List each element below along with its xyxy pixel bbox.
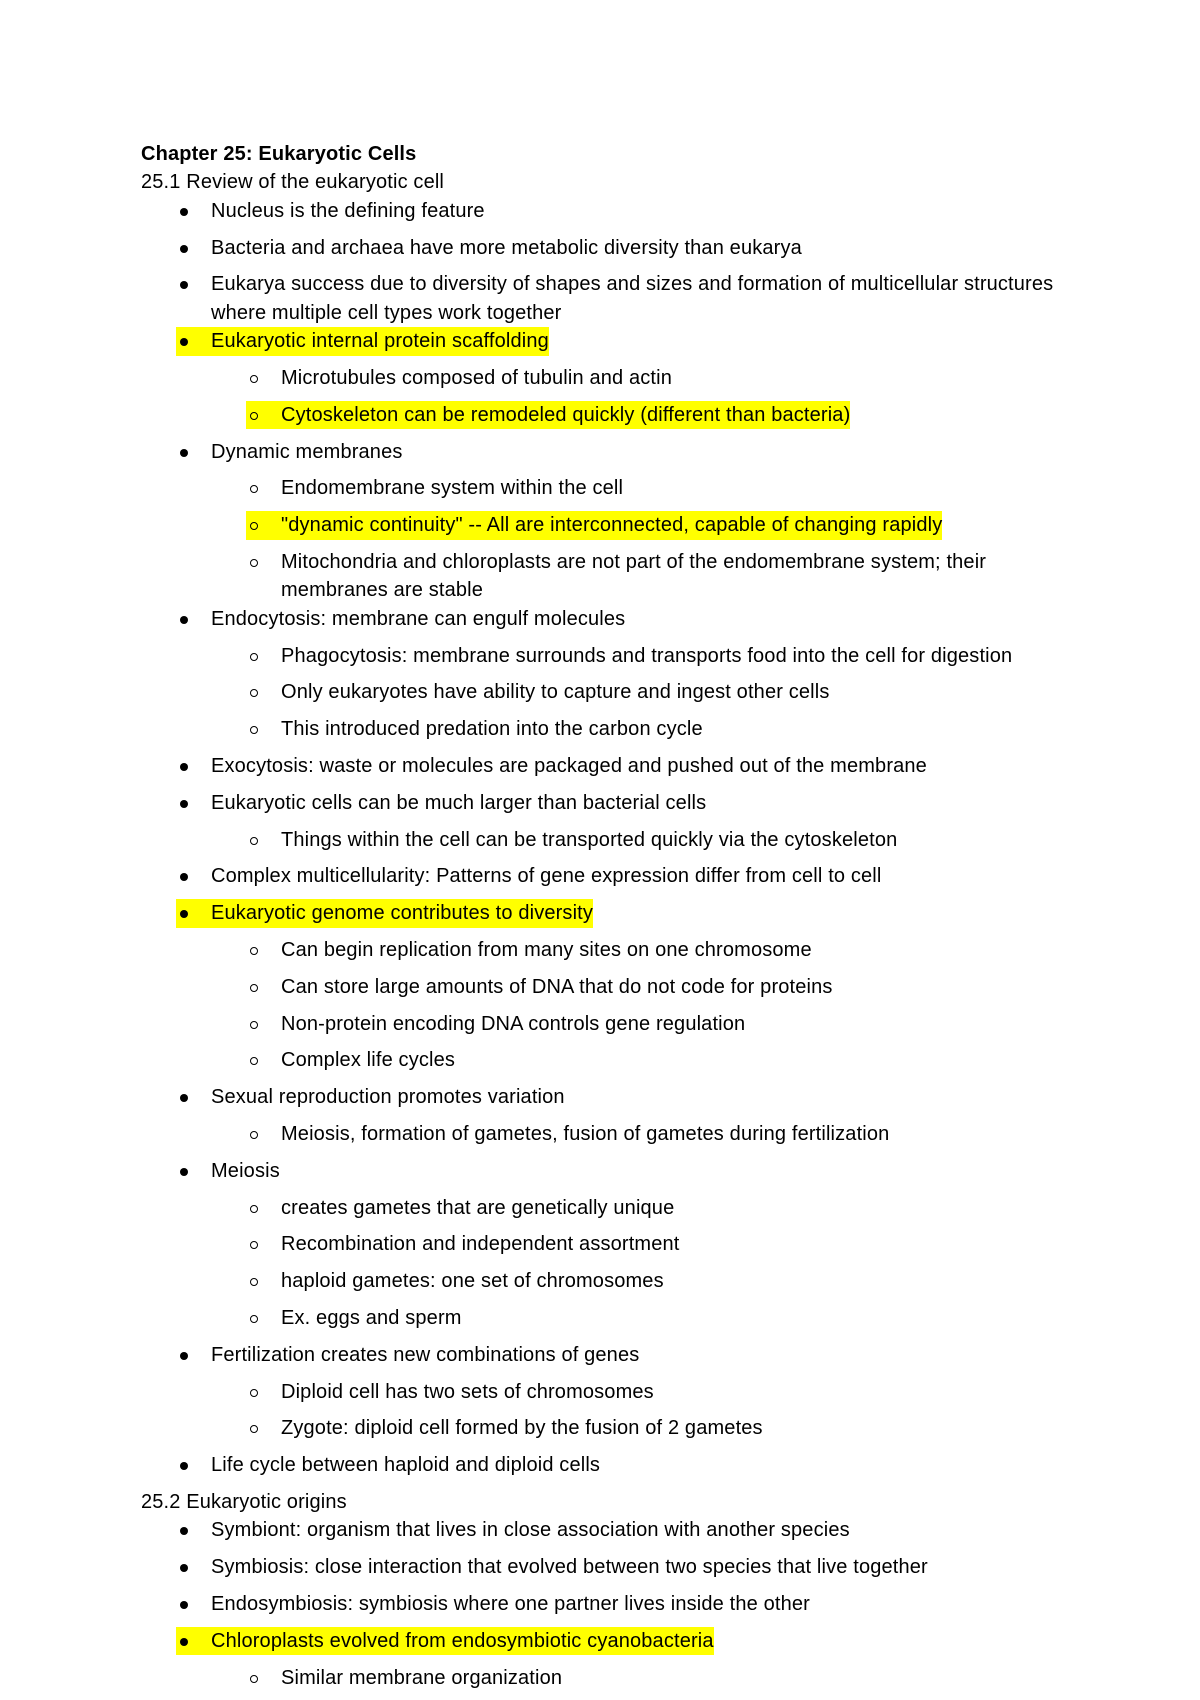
item-content <box>246 474 623 502</box>
sub-bullet-item <box>141 1046 1071 1083</box>
item-text: Phagocytosis: membrane surrounds and transports food into the cell for digestion <box>281 644 1013 667</box>
filled-bullet-icon <box>176 1157 211 1185</box>
hollow-bullet-icon <box>246 1120 281 1148</box>
sub-bullet-item <box>141 642 1071 679</box>
sub-bullet-item <box>141 511 1071 548</box>
sub-bullet-item <box>141 474 1071 511</box>
filled-bullet-icon <box>176 270 211 298</box>
hollow-bullet-icon <box>246 401 281 429</box>
item-text: Can begin replication from many sites on one chromosome <box>281 938 812 961</box>
bullet-item <box>141 1157 1071 1194</box>
section-heading: 25.1 Review of the eukaryotic cell <box>141 171 445 194</box>
hollow-bullet-icon <box>246 548 281 576</box>
item-text: Life cycle between haploid and diploid cells <box>211 1454 601 1477</box>
item-text: Endomembrane system within the cell <box>281 477 624 500</box>
item-content <box>246 1414 763 1442</box>
item-text: Ex. eggs and sperm <box>281 1306 462 1329</box>
bullet-item <box>141 197 1071 234</box>
item-content <box>176 438 403 466</box>
item-text: "dynamic continuity" -- All are interconnected, capable of changing rapidly <box>281 514 943 537</box>
item-text: Sexual reproduction promotes variation <box>211 1086 565 1109</box>
sub-bullet-item <box>141 1304 1071 1341</box>
item-text: Complex life cycles <box>281 1049 456 1072</box>
sub-bullet-item <box>141 401 1071 438</box>
sub-bullet-item <box>141 548 1071 605</box>
filled-bullet-icon <box>176 1341 211 1369</box>
hollow-bullet-icon <box>246 715 281 743</box>
item-content <box>176 270 1061 327</box>
item-text: Chloroplasts evolved from endosymbiotic cyanobacteria <box>211 1629 714 1652</box>
hollow-bullet-icon <box>246 973 281 1001</box>
item-content <box>176 1516 850 1544</box>
hollow-bullet-icon <box>246 1414 281 1442</box>
sub-bullet-item <box>141 936 1071 973</box>
document-page <box>141 140 1071 1700</box>
item-text: Microtubules composed of tubulin and actin <box>281 367 672 390</box>
item-content <box>176 234 802 262</box>
filled-bullet-icon <box>176 605 211 633</box>
bullet-item <box>141 605 1071 642</box>
item-text: Non-protein encoding DNA controls gene regulation <box>281 1012 746 1035</box>
hollow-bullet-icon <box>246 1664 281 1692</box>
item-content <box>246 1304 462 1332</box>
hollow-bullet-icon <box>246 1010 281 1038</box>
item-content <box>176 1590 810 1618</box>
item-text: Endocytosis: membrane can engulf molecules <box>211 607 626 630</box>
chapter-title: Chapter 25: Eukaryotic Cells <box>141 143 417 165</box>
item-text: Meiosis, formation of gametes, fusion of gametes during fertilization <box>281 1122 890 1145</box>
sub-bullet-item <box>141 1664 1071 1700</box>
hollow-bullet-icon <box>246 1304 281 1332</box>
item-text: This introduced predation into the carbon cycle <box>281 718 703 741</box>
highlighted-text <box>176 1627 714 1655</box>
item-content <box>246 548 1061 605</box>
hollow-bullet-icon <box>246 474 281 502</box>
item-text: Mitochondria and chloroplasts are not part of the endomembrane system; their membranes are stable <box>281 551 987 602</box>
item-text: Exocytosis: waste or molecules are packaged and pushed out of the membrane <box>211 755 927 777</box>
bullet-item <box>141 234 1071 271</box>
item-content <box>176 1451 600 1479</box>
filled-bullet-icon <box>176 197 211 225</box>
item-content <box>176 789 706 817</box>
filled-bullet-icon <box>176 899 211 927</box>
bullet-item <box>141 1627 1071 1664</box>
item-content <box>176 197 485 225</box>
item-text: Eukaryotic cells can be much larger than bacterial cells <box>211 791 707 814</box>
hollow-bullet-icon <box>246 642 281 670</box>
bullet-item <box>141 270 1071 327</box>
bullet-item <box>141 899 1071 936</box>
highlighted-text <box>246 401 850 429</box>
hollow-bullet-icon <box>246 1194 281 1222</box>
filled-bullet-icon <box>176 438 211 466</box>
item-content <box>246 973 833 1001</box>
item-content <box>246 1664 562 1692</box>
hollow-bullet-icon <box>246 1230 281 1258</box>
item-content <box>176 605 625 633</box>
filled-bullet-icon <box>176 789 211 817</box>
bullet-item <box>141 789 1071 826</box>
bullet-item <box>141 862 1071 899</box>
item-text: Similar membrane organization <box>281 1666 563 1689</box>
sub-bullet-item <box>141 1194 1071 1231</box>
item-content <box>246 1230 679 1258</box>
item-content <box>176 1341 639 1369</box>
hollow-bullet-icon <box>246 826 281 854</box>
hollow-bullet-icon <box>246 678 281 706</box>
item-content <box>246 1120 889 1148</box>
bullet-item <box>141 327 1071 364</box>
item-content <box>176 752 927 780</box>
sub-bullet-item <box>141 1230 1071 1267</box>
item-text: Eukarya success due to diversity of shapes and sizes and formation of multicellular structures where multiple cell types work together <box>211 273 1054 324</box>
item-content <box>246 678 830 706</box>
item-text: Recombination and independent assortment <box>281 1233 680 1256</box>
highlighted-text <box>176 327 549 355</box>
item-content <box>246 1010 745 1038</box>
item-content <box>246 936 812 964</box>
item-text: Dynamic membranes <box>211 440 403 463</box>
bullet-item <box>141 1451 1071 1488</box>
sub-bullet-item <box>141 678 1071 715</box>
hollow-bullet-icon <box>246 1267 281 1295</box>
item-text: Eukaryotic genome contributes to diversity <box>211 902 594 925</box>
filled-bullet-icon <box>176 1553 211 1581</box>
filled-bullet-icon <box>176 1627 211 1655</box>
item-text: Symbiont: organism that lives in close association with another species <box>211 1519 850 1542</box>
filled-bullet-icon <box>176 1590 211 1618</box>
item-text: Symbiosis: close interaction that evolved between two species that live together <box>211 1556 928 1579</box>
hollow-bullet-icon <box>246 1046 281 1074</box>
filled-bullet-icon <box>176 1451 211 1479</box>
sub-bullet-item <box>141 364 1071 401</box>
item-text: creates gametes that are genetically unique <box>281 1196 675 1219</box>
item-text: Eukaryotic internal protein scaffolding <box>211 330 549 353</box>
hollow-bullet-icon <box>246 364 281 392</box>
item-content <box>246 1194 674 1222</box>
sub-bullet-item <box>141 1120 1071 1157</box>
item-content <box>246 364 672 392</box>
hollow-bullet-icon <box>246 936 281 964</box>
bullet-item <box>141 1341 1071 1378</box>
item-content <box>176 1083 565 1111</box>
filled-bullet-icon <box>176 1516 211 1544</box>
item-text: haploid gametes: one set of chromosomes <box>281 1270 664 1293</box>
sub-bullet-item <box>141 1010 1071 1047</box>
item-text: Can store large amounts of DNA that do not code for proteins <box>281 975 833 998</box>
bullet-item <box>141 438 1071 475</box>
bullet-item <box>141 1083 1071 1120</box>
item-text: Cytoskeleton can be remodeled quickly (different than bacteria) <box>281 403 851 426</box>
bullet-item <box>141 752 1071 789</box>
filled-bullet-icon <box>176 752 211 780</box>
item-content <box>176 862 882 890</box>
highlighted-text <box>176 899 593 927</box>
item-content <box>246 826 897 854</box>
bullet-item <box>141 1516 1071 1553</box>
item-text: Fertilization creates new combinations of genes <box>211 1343 640 1366</box>
item-content <box>246 715 703 743</box>
item-text: Things within the cell can be transported quickly via the cytoskeleton <box>281 828 898 851</box>
filled-bullet-icon <box>176 1083 211 1111</box>
item-text: Complex multicellularity: Patterns of gene expression differ from cell to cell <box>211 865 882 888</box>
filled-bullet-icon <box>176 327 211 355</box>
highlighted-text <box>246 511 942 539</box>
item-text: Zygote: diploid cell formed by the fusion of 2 gametes <box>281 1417 763 1440</box>
sub-bullet-item <box>141 1378 1071 1415</box>
item-content <box>176 1553 928 1581</box>
sub-bullet-item <box>141 715 1071 752</box>
section-heading: 25.2 Eukaryotic origins <box>141 1490 347 1513</box>
item-content <box>246 1267 664 1295</box>
hollow-bullet-icon <box>246 511 281 539</box>
notes-list <box>141 168 1071 1700</box>
item-text: Only eukaryotes have ability to capture and ingest other cells <box>281 681 830 704</box>
item-text: Bacteria and archaea have more metabolic diversity than eukarya <box>211 236 802 259</box>
sub-bullet-item <box>141 826 1071 863</box>
item-text: Endosymbiosis: symbiosis where one partner lives inside the other <box>211 1592 810 1615</box>
sub-bullet-item <box>141 1267 1071 1304</box>
filled-bullet-icon <box>176 234 211 262</box>
item-text: Meiosis <box>211 1159 280 1182</box>
sub-bullet-item <box>141 1414 1071 1451</box>
item-content <box>176 1157 280 1185</box>
sub-bullet-item <box>141 973 1071 1010</box>
hollow-bullet-icon <box>246 1378 281 1406</box>
item-content <box>246 1378 654 1406</box>
item-content <box>246 1046 455 1074</box>
bullet-item <box>141 1553 1071 1590</box>
item-text: Nucleus is the defining feature <box>211 199 485 222</box>
item-content <box>246 642 1012 670</box>
bullet-item <box>141 1590 1071 1627</box>
item-text: Diploid cell has two sets of chromosomes <box>281 1380 654 1403</box>
filled-bullet-icon <box>176 862 211 890</box>
